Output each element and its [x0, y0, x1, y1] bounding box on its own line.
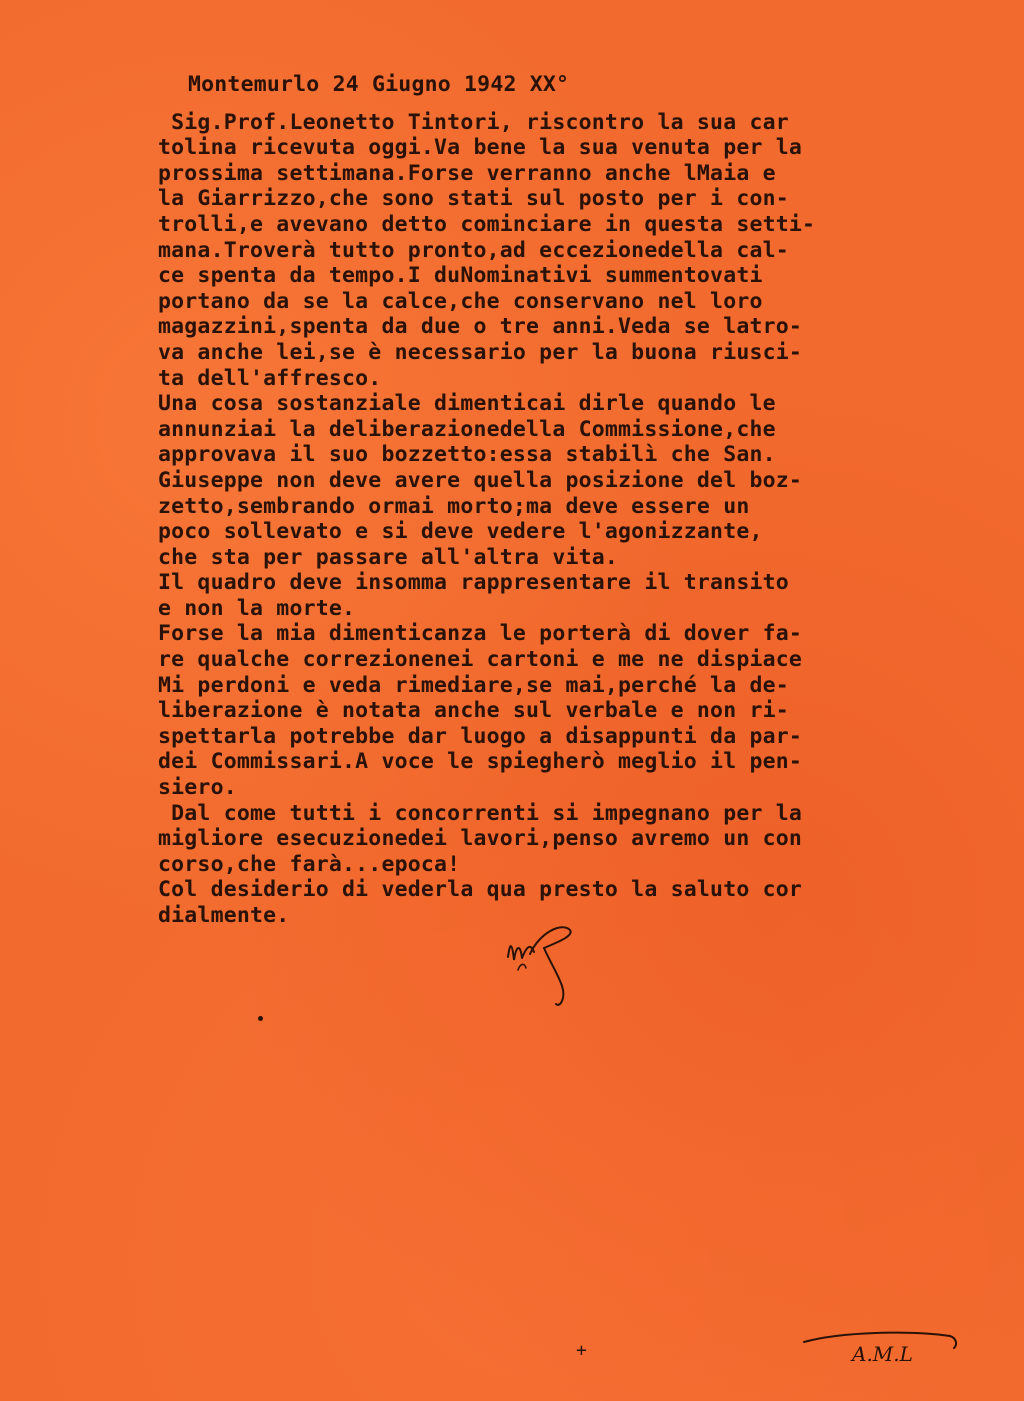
letter-line: Col desiderio di vederla qua presto la saluto cor [158, 877, 803, 903]
letter-line: Il quadro deve insomma rappresentare il transito [158, 570, 789, 596]
letter-line: approvava il suo bozzetto:essa stabilì che San. [158, 442, 776, 468]
letter-line: ta dell'affresco. [158, 365, 382, 391]
handwritten-initials: A.M.L [852, 1342, 913, 1366]
letter-line: magazzini,spenta da due o tre anni.Veda se latro- [158, 314, 803, 340]
letter-line: la Giarrizzo,che sono stati sul posto per i con- [158, 186, 789, 212]
letter-line: tolina ricevuta oggi.Va bene la sua venuta per la [158, 135, 803, 161]
letter-line: trolli,e avevano detto cominciare in questa setti- [158, 211, 816, 237]
letter-line: va anche lei,se è necessario per la buona riusci- [158, 339, 803, 365]
letter-line: annunziai la deliberazionedella Commissione,che [158, 416, 776, 442]
handwritten-signature [500, 912, 580, 1012]
ink-dot [258, 1016, 263, 1021]
letter-line: Mi perdoni e veda rimediare,se mai,perché la de- [158, 672, 789, 698]
letter-line: corso,che farà...epoca! [158, 851, 461, 877]
letter-body [158, 72, 918, 929]
letter-line: zetto,sembrando ormai morto;ma deve essere un [158, 493, 750, 519]
letter-line: re qualche correzionenei cartoni e me ne dispiace [158, 647, 803, 673]
letter-line: portano da se la calce,che conservano nel loro [158, 288, 763, 314]
cross-mark: + [576, 1340, 587, 1361]
letter-line: liberazione è notata anche sul verbale e non ri- [158, 698, 789, 724]
letter-line: dialmente. [158, 903, 290, 928]
letter-line: poco sollevato e si deve vedere l'agonizzante, [158, 519, 763, 545]
letter-line: che sta per passare all'altra vita. [158, 544, 619, 570]
letter-date: Montemurlo 24 Giugno 1942 XX° [188, 72, 570, 97]
letter-line: dei Commissari.A voce le spiegherò meglio il pen- [158, 749, 803, 775]
letter-line: ce spenta da tempo.I duNominativi summentovati [158, 263, 763, 289]
letter-line: siero. [158, 775, 237, 801]
letter-line: migliore esecuzionedei lavori,penso avremo un con [158, 826, 803, 852]
letter-line: prossima settimana.Forse verranno anche lMaia e [158, 160, 776, 186]
letter-line: e non la morte. [158, 595, 356, 621]
letter-line: spettarla potrebbe dar luogo a disappunti da par- [158, 723, 803, 749]
letter-line: mana.Troverà tutto pronto,ad eccezionedella cal- [158, 237, 789, 263]
letter-line: Dal come tutti i concorrenti si impegnano per la [158, 800, 803, 826]
letter-line: Forse la mia dimenticanza le porterà di dover fa- [158, 621, 803, 647]
letter-line: Sig.Prof.Leonetto Tintori, riscontro la sua car [158, 109, 789, 135]
letter-line: Una cosa sostanziale dimenticai dirle quando le [158, 391, 776, 417]
letter-line: Giuseppe non deve avere quella posizione del boz- [158, 467, 803, 493]
